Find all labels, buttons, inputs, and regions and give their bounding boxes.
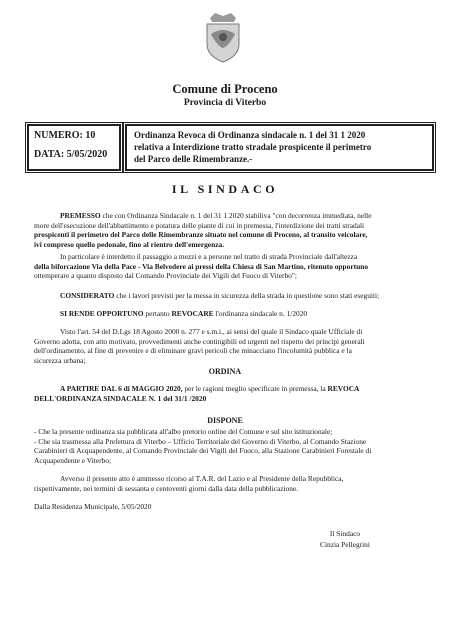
ordina-line2: DELL'ORDINANZA SINDACALE N. 1 del 31/1 /2020	[34, 393, 207, 403]
ordina-heading: ORDINA	[208, 367, 242, 376]
signature-block	[300, 528, 390, 550]
premesso-line: more dell'esecuzione dell'abbattimento e potatura delle piante di cui in premessa, l'interdizione dei tratti stradali	[34, 220, 365, 230]
ordina-paragraph	[34, 384, 416, 403]
dalla-residenza: Dalla Residenza Municipale, 5/05/2020	[34, 502, 152, 511]
opportuno-lead: SI RENDE OPPORTUNO	[60, 309, 144, 318]
number-date-box	[27, 124, 121, 171]
comune-name: Comune di Proceno	[172, 82, 278, 96]
dispone-line: Acquapendente e Viterbo;	[34, 455, 111, 465]
subject-line: relativa a Interdizione tratto stradale prospicente il perimetro	[134, 142, 372, 152]
ordina-lead: A PARTIRE DAL 6 di MAGGIO 2020,	[60, 384, 183, 393]
signature-role: Il Sindaco	[329, 529, 361, 538]
premesso-line: prospicenti il perimetro del Parco delle Rimembranze situato nel comune di Proceno, al transito veicolare,	[34, 230, 368, 240]
visto-line: dell'ordinamento, al fine di prevenire e di eliminare gravi pericoli che minacciano l'incolumità pubblica e la	[34, 346, 352, 356]
title-il-sindaco: IL SINDACO	[171, 182, 279, 196]
subject-line: Ordinanza Revoca di Ordinanza sindacale n. 1 del 31 1 2020	[134, 130, 366, 140]
ordinance-date: DATA: 5/05/2020	[34, 149, 108, 160]
dispone-line: Carabinieri di Acquapendente, al Comando Provinciale dei Vigili del Fuoco, alla Stazione Carabinieri Forestale di	[34, 446, 372, 456]
visto-line: Governo adotta, con atto motivato, provvedimenti anche contingibili ed urgenti nel rispetto dei principi generali	[34, 336, 365, 346]
subject-box	[125, 124, 434, 171]
visto-paragraph	[34, 327, 416, 365]
ordina-revoca: REVOCA	[327, 384, 360, 393]
dispone-line: - Che sia trasmessa alla Prefettura di Viterbo – Ufficio Territoriale del Governo di Viterbo, al Comando Stazione	[34, 436, 367, 446]
particolare-paragraph	[34, 252, 416, 281]
opportuno-mid: pertanto	[145, 309, 170, 318]
premesso-paragraph	[34, 211, 416, 249]
premesso-line: ivi compreso quello pedonale, fino al rientro dell'emergenza.	[34, 239, 225, 249]
ordina-mid: per le ragioni meglio specificate in premessa, la	[184, 384, 326, 393]
provincia-name: Provincia di Viterbo	[183, 98, 267, 108]
dispone-heading: DISPONE	[207, 416, 243, 425]
avverso-paragraph	[34, 474, 416, 493]
particolare-line: della biforcazione Via della Pace - Via Belvedere ai pressi della Chiesa di San Martino, ritenuto opportuno	[34, 261, 369, 271]
signature-name: Cinzia Pellegrini	[320, 540, 370, 549]
premesso-line: che con Ordinanza Sindacale n. 1 del 31 1 2020 stabiliva "con decorrenza immediata, nelle	[102, 211, 372, 220]
opportuno-text: l'ordinanza sindacale n. 1/2020	[215, 309, 308, 318]
considerato-text: che i lavori previsti per la messa in sicurezza della strada in questione sono stati eseguiti;	[116, 291, 380, 300]
opportuno-revocare: REVOCARE	[171, 309, 214, 318]
municipal-crest-icon	[201, 10, 245, 64]
premesso-lead: PREMESSO	[60, 211, 101, 220]
avverso-line: rispettivamente, nei termini di sessanta e centoventi giorni dalla data della pubblicazione.	[34, 483, 299, 493]
opportuno-paragraph	[60, 309, 420, 319]
dispone-line: - Che la presente ordinanza sia pubblicata all'albo pretorio online del Comune e sul sito istituzionale;	[34, 427, 333, 436]
avverso-line: Avverso il presente atto è ammesso ricorso al T.A.R. del Lazio e al Presidente della Repubblica,	[60, 474, 344, 483]
considerato-lead: CONSIDERATO	[60, 291, 115, 300]
subject-line: del Parco delle Rimembranze.-	[134, 154, 253, 164]
visto-line: sicurezza urbana;	[34, 355, 86, 365]
considerato-paragraph	[60, 291, 420, 301]
particolare-line: ottemperare a quanto disposto dal Comando Provinciale dei Vigili del Fuoco di Viterbo";	[34, 271, 297, 281]
subject-text	[134, 129, 432, 165]
visto-line: Visto l'art. 54 del D.Lgs 18 Agosto 2000 n. 277 e s.m.i., ai sensi del quale il Sindaco quale Ufficiale di	[60, 327, 363, 336]
ordinance-number: NUMERO: 10	[34, 130, 96, 141]
particolare-line: In particolare è interdetto il passaggio a mezzi e a persone nel tratto di strada Provinciale dall'altezza	[60, 252, 358, 261]
dispone-list	[34, 427, 416, 465]
